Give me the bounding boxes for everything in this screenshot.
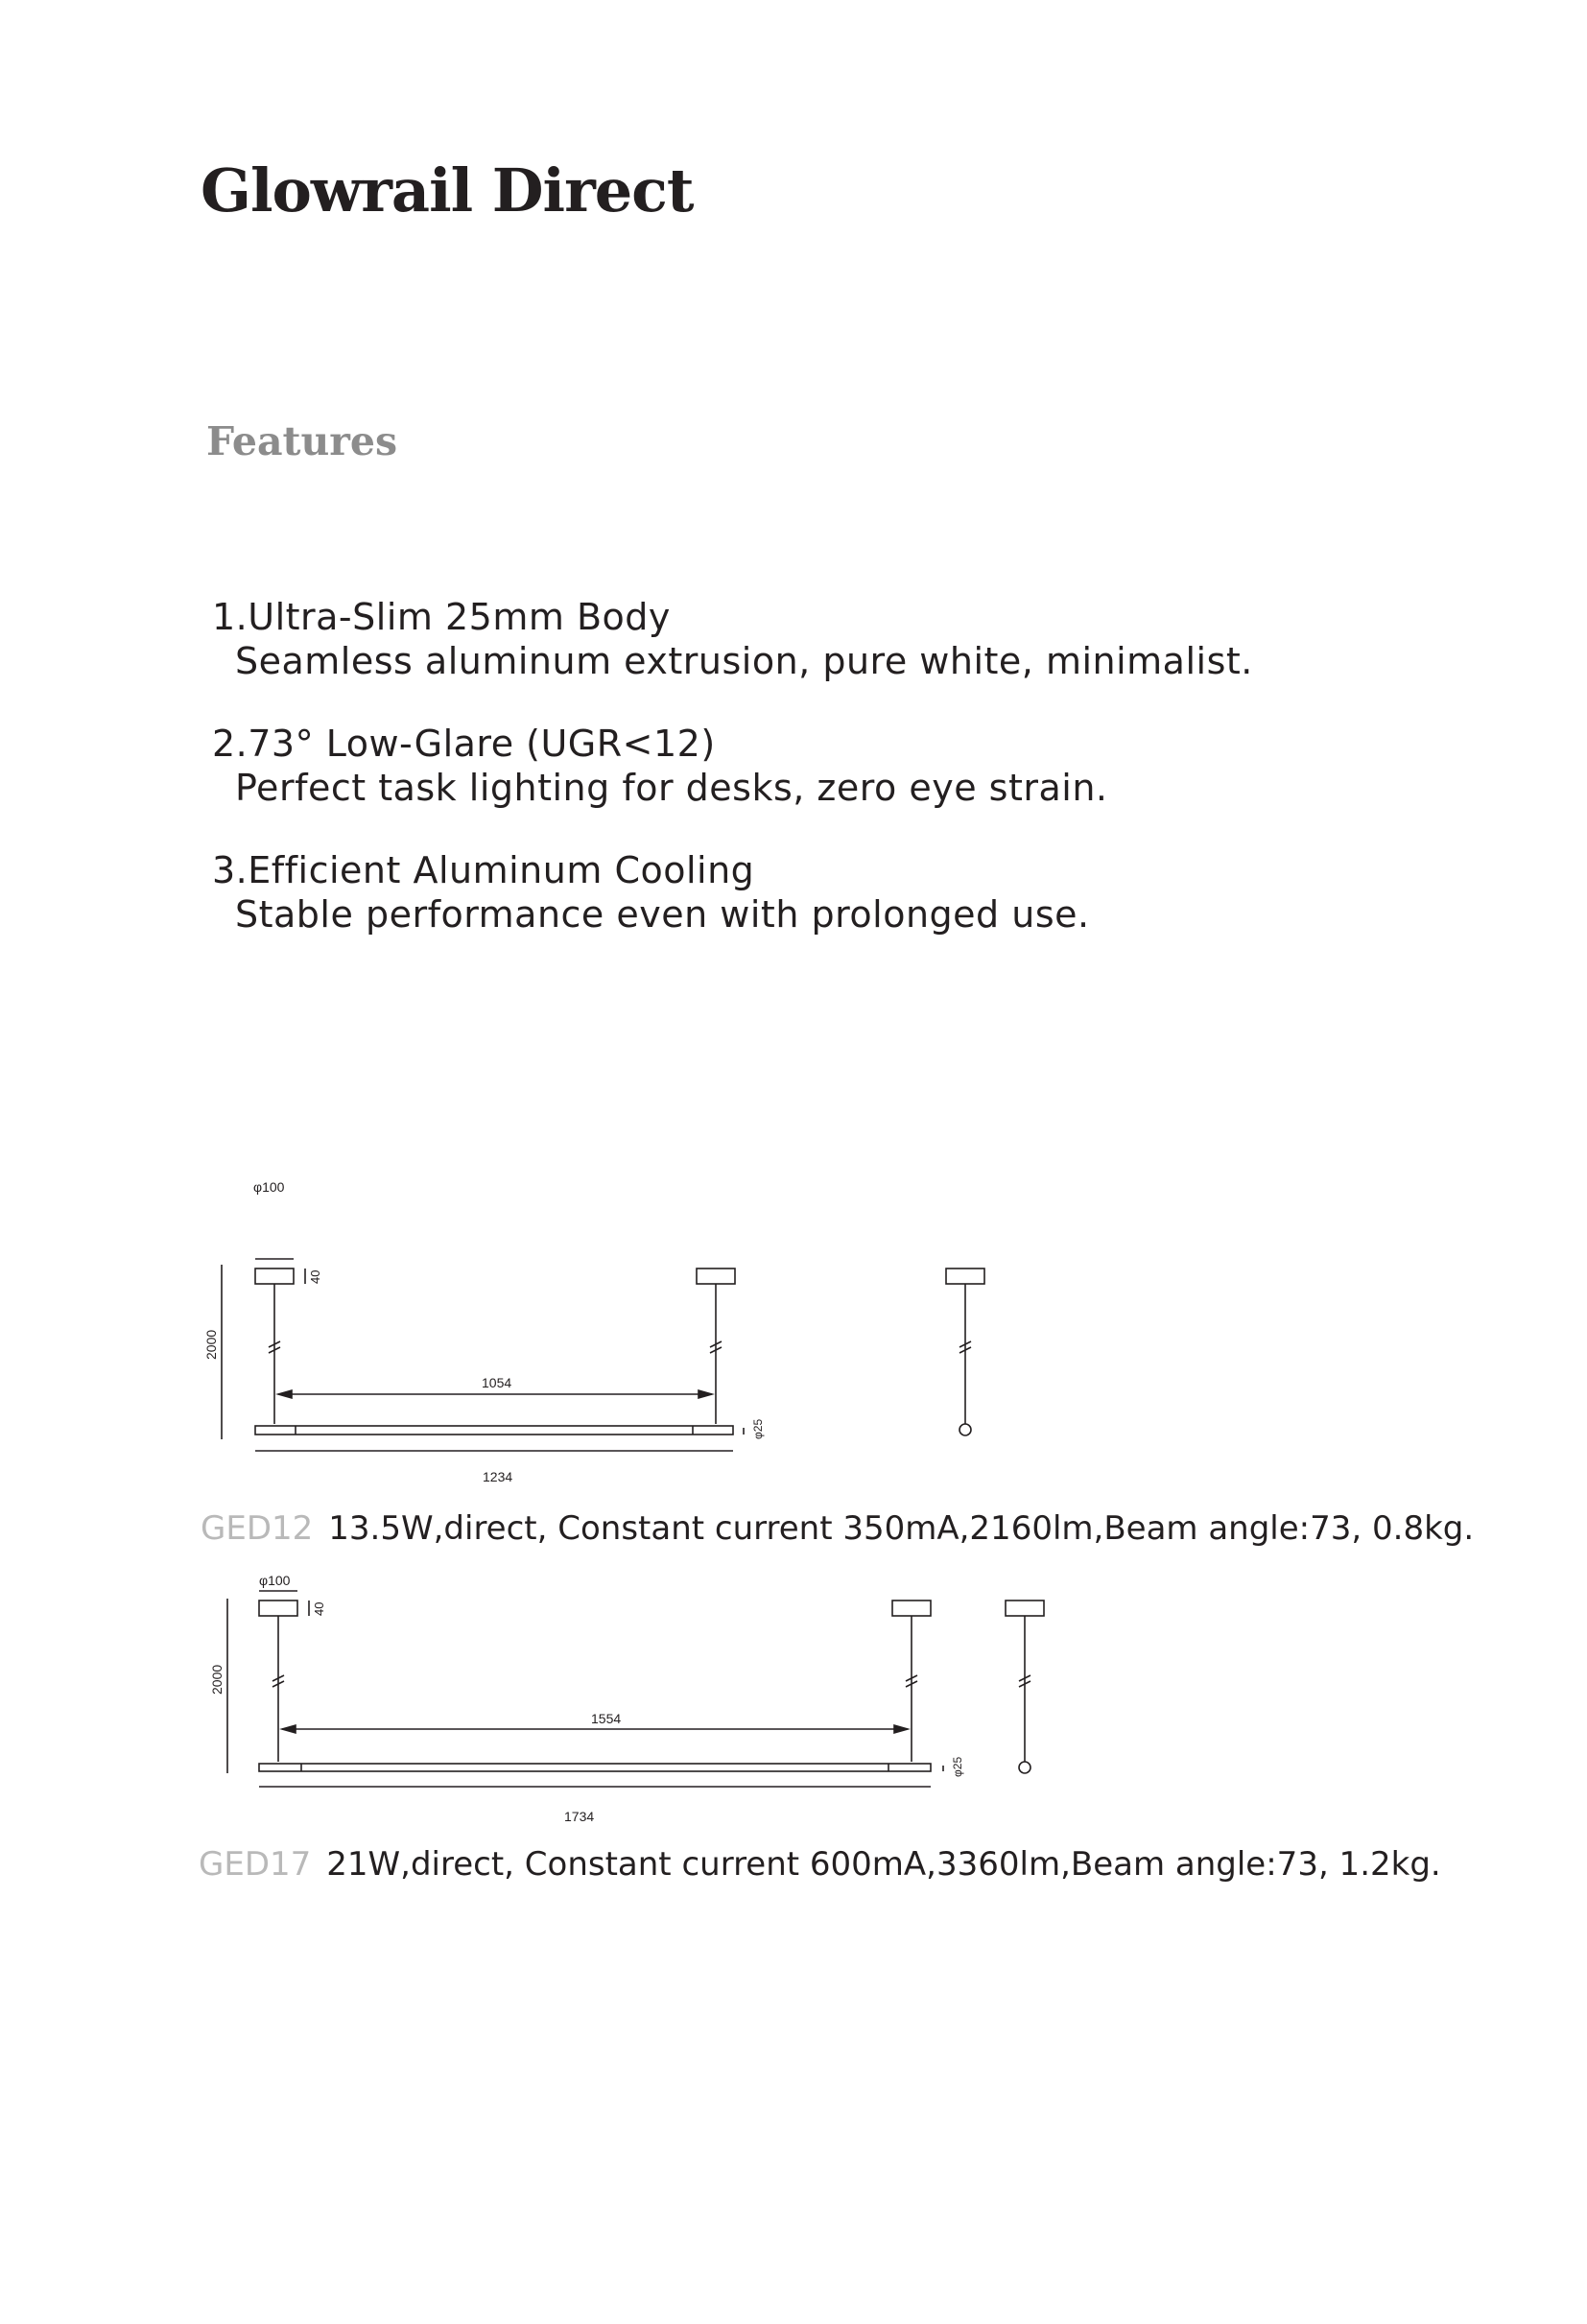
side-view-canopy [1006, 1601, 1044, 1616]
body-diameter-label: φ25 [951, 1756, 964, 1777]
feature-title: 1.Ultra-Slim 25mm Body [212, 596, 671, 638]
luminaire-body [259, 1764, 931, 1771]
arrow-head [699, 1390, 712, 1398]
overall-length-label: 1234 [483, 1469, 513, 1484]
spec-line-ged12 [201, 1509, 1475, 1548]
technical-drawing-ged12 [0, 1171, 1587, 1487]
overall-length-label: 1734 [564, 1809, 595, 1824]
feature-item [212, 595, 1253, 683]
feature-item [212, 848, 1253, 937]
features-heading: Features [206, 418, 398, 464]
product-spec: 13.5W,direct, Constant current 350mA,2160lm,Beam angle:73, 0.8kg. [328, 1509, 1475, 1548]
side-view-body-section [1019, 1762, 1030, 1773]
inner-span-label: 1554 [591, 1711, 622, 1726]
page-title: Glowrail Direct [201, 155, 694, 225]
side-view-body-section [959, 1424, 971, 1435]
canopy-right [697, 1269, 735, 1284]
canopy-left [259, 1601, 297, 1616]
dimension-drawing [0, 1171, 1587, 1487]
spec-line-ged17 [199, 1845, 1441, 1884]
canopy-height-label: 40 [308, 1269, 322, 1284]
dimension-drawing [0, 1560, 1587, 1838]
technical-drawing-ged17 [0, 1560, 1587, 1838]
side-view-canopy [946, 1269, 984, 1284]
canopy-left [255, 1269, 294, 1284]
canopy-diameter-label: φ100 [253, 1179, 285, 1195]
feature-description: Perfect task lighting for desks, zero eye strain. [235, 767, 1108, 809]
feature-title: 2.73° Low-Glare (UGR<12) [212, 723, 716, 765]
luminaire-body [255, 1426, 733, 1435]
canopy-right [892, 1601, 931, 1616]
feature-list [212, 595, 1253, 975]
feature-title: 3.Efficient Aluminum Cooling [212, 849, 755, 891]
inner-span-label: 1054 [482, 1375, 512, 1390]
feature-description: Seamless aluminum extrusion, pure white, minimalist. [235, 640, 1253, 682]
arrow-head [278, 1390, 292, 1398]
feature-description: Stable performance even with prolonged use. [235, 893, 1090, 936]
arrow-head [282, 1725, 296, 1733]
feature-item [212, 722, 1253, 810]
product-code: GED17 [199, 1845, 312, 1884]
arrow-head [894, 1725, 908, 1733]
product-code: GED12 [201, 1509, 314, 1548]
canopy-diameter-label: φ100 [259, 1573, 291, 1588]
suspension-length-label: 2000 [209, 1664, 225, 1695]
canopy-height-label: 40 [312, 1601, 326, 1616]
body-diameter-label: φ25 [751, 1418, 765, 1439]
product-spec: 21W,direct, Constant current 600mA,3360lm,Beam angle:73, 1.2kg. [326, 1845, 1441, 1884]
suspension-length-label: 2000 [203, 1329, 219, 1360]
